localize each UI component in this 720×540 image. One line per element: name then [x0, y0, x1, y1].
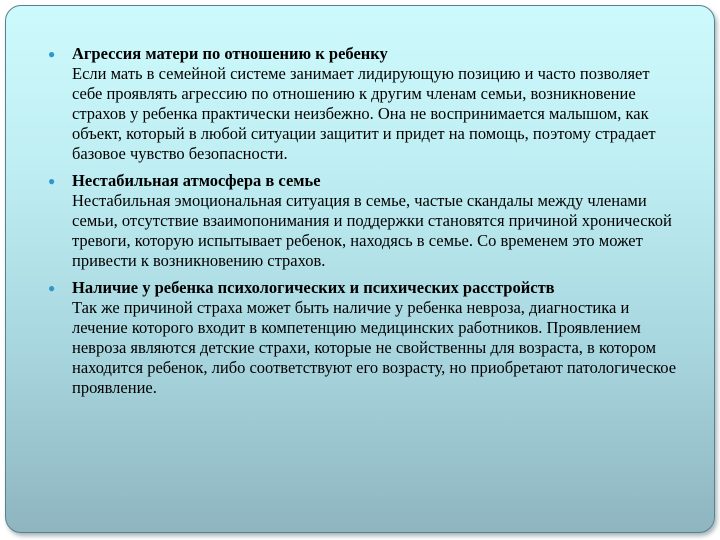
list-item [46, 171, 681, 271]
list-item [46, 44, 681, 164]
item-heading: Нестабильная атмосфера в семье [72, 171, 321, 190]
bullet-dot-icon: ● [48, 174, 56, 188]
item-heading: Агрессия матери по отношению к ребенку [72, 44, 388, 63]
content-panel [5, 5, 715, 533]
bullet-dot-icon: ● [48, 47, 56, 61]
bullet-dot-icon: ● [48, 281, 56, 295]
bullet-list [46, 44, 681, 405]
item-text: Так же причиной страха может быть наличие у ребенка невроза, диагностика и лечение которого входит в компетенцию медицинских работников. Проявлением невроза являются детские страхи, которые не свойственны для возраста, в котором находится ребенок, либо соответствуют его возрасту, но приобретают патологическое проявление. [72, 298, 677, 397]
list-item [46, 278, 681, 398]
item-heading: Наличие у ребенка психологических и психических расстройств [72, 278, 555, 297]
item-text: Если мать в семейной системе занимает лидирующую позицию и часто позволяет себе проявлять агрессию по отношению к другим членам семьи, возникновение страхов у ребенка практически неизбежно. Она не воспринимается малышом, как объект, который в любой ситуации защитит и придет на помощь, поэтому страдает базовое чувство безопасности. [72, 64, 656, 163]
item-text: Нестабильная эмоциональная ситуация в семье, частые скандалы между членами семьи, отсутствие взаимопонимания и поддержки становятся причиной хронической тревоги, которую испытывает ребенок, находясь в семье. Со временем это может привести к возникновению страхов. [72, 191, 672, 270]
